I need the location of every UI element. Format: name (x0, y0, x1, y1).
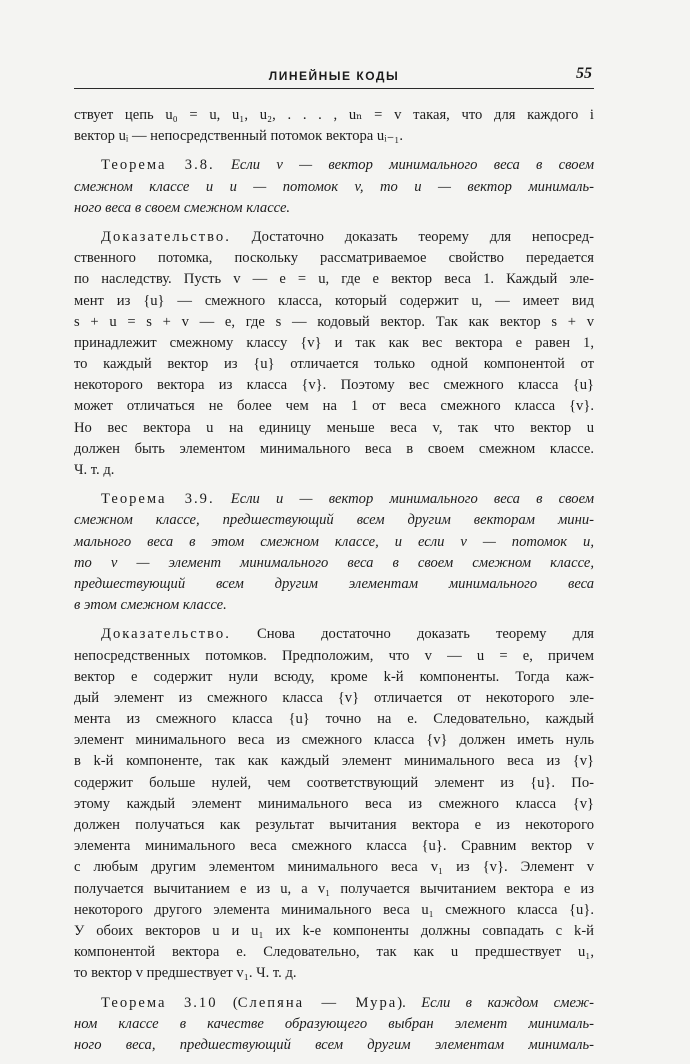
spaced-heading: Доказательство. (101, 626, 231, 643)
text-line (74, 574, 594, 595)
page-number: 55 (576, 65, 592, 82)
text-line (74, 155, 594, 176)
text-run: некоторого вектора из класса {v}. Поэтому вес смежного класса {u} (74, 377, 594, 394)
text-run: то каждый вектор из {u} отличается только одной компонентой от (74, 356, 594, 373)
text-run: ( (217, 994, 238, 1011)
text-line (74, 815, 594, 836)
text-run: элемент минимального веса из смежного класса {v} должен иметь нуль (74, 732, 594, 749)
text-line (74, 900, 594, 921)
text-run: с любым другим элементом минимального веса v₁ из {v}. Элемент v (74, 859, 594, 876)
text-line (74, 198, 594, 219)
text-line (74, 291, 594, 312)
text-run: ствует цепь u₀ = u, u₁, u₂, . . . , uₙ = v такая, что для каждого i (74, 107, 594, 123)
text-run: вектор e содержит нули всюду, кроме k-й компоненты. Тогда каж- (74, 668, 594, 685)
paragraph (74, 624, 594, 984)
spaced-heading: Теорема 3.9. (101, 491, 215, 508)
page-body (74, 105, 594, 1056)
text-run: элемента минимального веса смежного класса {u}. Сравним вектор v (74, 838, 594, 855)
text-line (74, 227, 594, 248)
text-line (74, 730, 594, 751)
text-run: то вектор v предшествует v₁. Ч. т. д. (74, 965, 297, 982)
text-line (74, 396, 594, 417)
text-run: ственного потомка, поскольку рассматриваемое свойство передается (74, 250, 594, 267)
text-line (74, 489, 594, 510)
running-title: ЛИНЕЙНЫЕ КОДЫ (268, 69, 400, 83)
text-run: вектор uᵢ — непосредственный потомок вектора uᵢ₋₁. (74, 128, 404, 145)
italic-text: в этом смежном классе. (74, 597, 227, 614)
text-run: может отличаться не более чем на 1 от веса смежного класса {v}. (74, 398, 594, 415)
paragraph (74, 993, 594, 1057)
text-line (74, 921, 594, 942)
text-run: s + u = s + v — e, где s — кодовый вектор. Так как вектор s + v (74, 313, 594, 330)
italic-text: Если u — вектор минимального веса в своем (214, 491, 595, 508)
text-line (74, 794, 594, 815)
text-run: Достаточно доказать теорему для непосред- (230, 228, 594, 245)
text-line (74, 177, 594, 198)
italic-text: ном классе в качестве образующего выбран элемент минималь- (74, 1015, 594, 1032)
text-line (74, 773, 594, 794)
text-line (74, 105, 594, 126)
text-line (74, 354, 594, 375)
italic-text: смежном классе и u — потомок v, то u — вектор минималь- (74, 178, 594, 195)
text-run: непосредственных потомков. Предположим, что v — u = e, причем (74, 647, 594, 664)
text-line (74, 709, 594, 730)
text-run: Ч. т. д. (74, 462, 115, 478)
italic-text: смежном классе, предшествующий всем другим векторам мини- (74, 512, 594, 529)
text-line (74, 993, 594, 1014)
text-run: мент из {u} — смежного класса, который содержит u, — имеет вид (74, 292, 594, 309)
text-line (74, 595, 594, 616)
spaced-heading: Теорема 3.8. (101, 157, 215, 174)
text-line (74, 857, 594, 878)
text-run: мента из смежного класса {u} точно на e. Следовательно, каждый (74, 711, 594, 728)
text-run: содержит больше нулей, чем соответствующий элемент из {u}. По- (74, 774, 594, 791)
text-run: У обоих векторов u и u₁ их k-е компоненты должны совпадать с k-й (74, 922, 594, 939)
text-line (74, 248, 594, 269)
text-line (74, 269, 594, 290)
text-line (74, 1014, 594, 1035)
book-page (74, 64, 594, 1064)
text-line (74, 553, 594, 574)
spaced-heading: Слепяна — Мура (237, 994, 398, 1011)
text-line (74, 418, 594, 439)
italic-text: Если в каждом смеж- (421, 994, 594, 1011)
text-line (74, 751, 594, 772)
text-run: этому каждый элемент минимального веса из смежного класса {v} (74, 795, 594, 812)
italic-text: предшествующий всем другим элементам минимального веса (74, 575, 594, 592)
text-line (74, 333, 594, 354)
text-line (74, 942, 594, 963)
text-line (74, 1035, 594, 1056)
running-header (74, 64, 594, 89)
text-run: должен получаться как результат вычитания вектора e из некоторого (74, 817, 594, 833)
paragraph (74, 155, 594, 219)
text-line (74, 460, 594, 481)
text-run: по наследству. Пусть v — e = u, где e вектор веса 1. Каждый эле- (74, 271, 594, 288)
text-run: получается вычитанием e из u, а v₁ получается вычитанием вектора e из (74, 880, 594, 897)
italic-text: мального веса в этом смежном классе, и если v — потомок u, (74, 533, 594, 550)
text-run: в k-й компоненте, так как каждый элемент минимального веса из {v} (74, 753, 594, 770)
italic-text: то v — элемент минимального веса в своем смежном классе, (74, 554, 594, 571)
text-run: Снова достаточно доказать теорему для (230, 626, 594, 643)
text-line (74, 963, 594, 984)
text-run: должен быть элементом минимального веса в своем смежном классе. (74, 440, 594, 457)
text-run: Но вес вектора u на единицу меньше веса v, так что вектор u (74, 419, 594, 436)
italic-text: Если v — вектор минимального веса в своем (214, 157, 595, 174)
spaced-heading: Теорема 3.10 (101, 994, 218, 1011)
paragraph (74, 105, 594, 147)
text-line (74, 439, 594, 460)
text-run: некоторого другого элемента минимального веса u₁ смежного класса {u}. (74, 901, 594, 918)
text-line (74, 312, 594, 333)
text-line (74, 126, 594, 147)
text-line (74, 879, 594, 900)
italic-text: ного веса, предшествующий всем другим элементам минималь- (74, 1036, 594, 1053)
text-line (74, 646, 594, 667)
text-run: компонентой вектора e. Следовательно, так как u предшествует u₁, (74, 944, 594, 961)
text-line (74, 510, 594, 531)
text-run: принадлежит смежному классу {v} и так как вес вектора e равен 1, (74, 334, 594, 351)
spaced-heading: Доказательство. (101, 228, 231, 245)
text-run: ). (397, 994, 422, 1011)
text-line (74, 667, 594, 688)
text-line (74, 624, 594, 645)
paragraph (74, 227, 594, 481)
text-line (74, 688, 594, 709)
text-line (74, 532, 594, 553)
text-line (74, 836, 594, 857)
text-line (74, 375, 594, 396)
text-run: дый элемент из смежного класса {v} отличается от некоторого эле- (74, 689, 594, 706)
paragraph (74, 489, 594, 616)
italic-text: ного веса в своем смежном классе. (74, 199, 291, 216)
